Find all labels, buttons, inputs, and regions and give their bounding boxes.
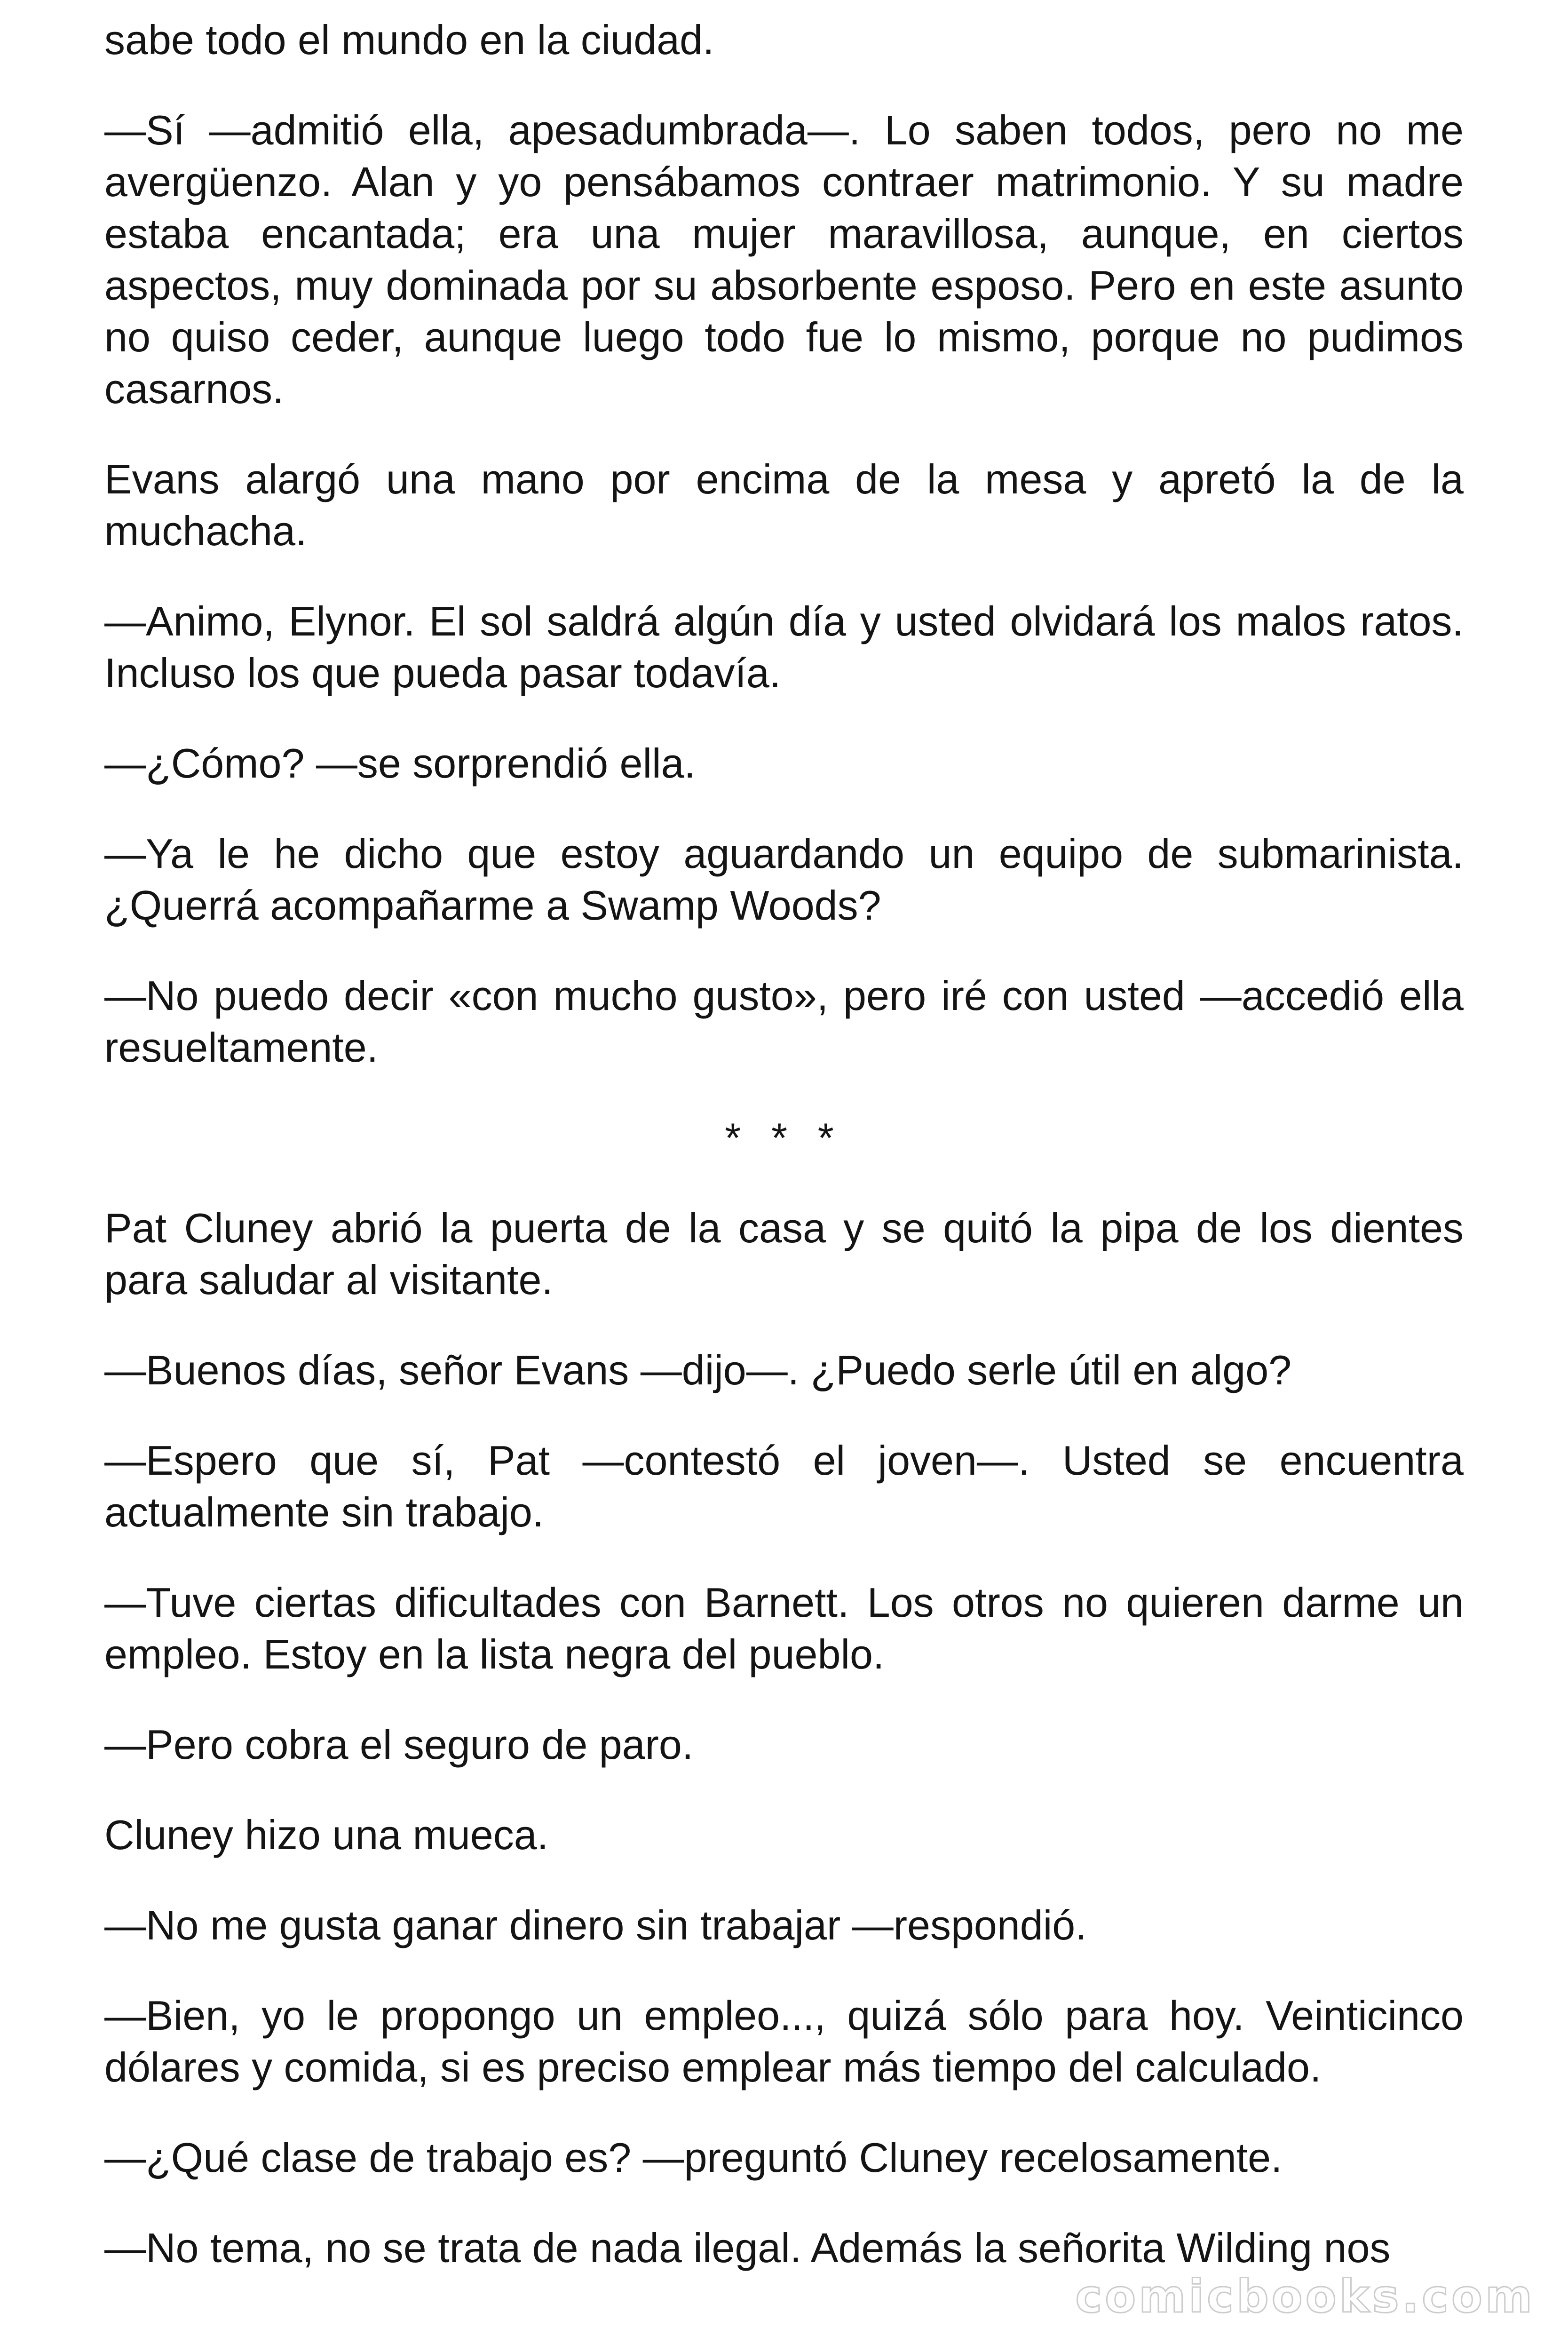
paragraph: Cluney hizo una mueca. [104,1812,549,1858]
paragraph: —Buenos días, señor Evans —dijo—. ¿Puedo serle útil en algo? [104,1347,1292,1393]
section-separator: * * * [725,1114,843,1161]
paragraph: —Sí —admitió ella, apesadumbrada—. Lo saben todos, pero no me avergüenzo. Alan y yo pensábamos contraer matrimonio. Y su madre estaba encantada; era una mujer maravillosa, aunque, en ciertos aspectos, muy dominada por su absorbente esposo. Pero en este asunto no quiso ceder, aunque luego todo fue lo mismo, porque no pudimos casarnos. [104,107,1464,412]
paragraph: —Bien, yo le propongo un empleo..., quizá sólo para hoy. Veinticinco dólares y comida, si es preciso emplear más tiempo del calculado. [104,1992,1464,2090]
paragraph: Evans alargó una mano por encima de la mesa y apretó la de la muchacha. [104,456,1464,554]
paragraph: —No tema, no se trata de nada ilegal. Además la señorita Wilding nos [104,2225,1391,2271]
paragraph: —Pero cobra el seguro de paro. [104,1721,694,1768]
text-column [104,14,1464,2312]
paragraph: —¿Cómo? —se sorprendió ella. [104,740,696,787]
paragraph: —No me gusta ganar dinero sin trabajar —respondió. [104,1902,1087,1948]
paragraph: —¿Qué clase de trabajo es? —preguntó Cluney recelosamente. [104,2134,1283,2181]
paragraph: —Animo, Elynor. El sol saldrá algún día y usted olvidará los malos ratos. Incluso los que pueda pasar todavía. [104,598,1464,696]
paragraph: —Tuve ciertas dificultades con Barnett. Los otros no quieren darme un empleo. Estoy en la lista negra del pueblo. [104,1579,1464,1677]
paragraph: —Ya le he dicho que estoy aguardando un equipo de submarinista. ¿Querrá acompañarme a Swamp Woods? [104,830,1464,929]
paragraph: sabe todo el mundo en la ciudad. [104,16,714,63]
paragraph: Pat Cluney abrió la puerta de la casa y se quitó la pipa de los dientes para saludar al visitante. [104,1205,1464,1303]
paragraph: —No puedo decir «con mucho gusto», pero iré con usted —accedió ella resueltamente. [104,972,1464,1071]
paragraph: —Espero que sí, Pat —contestó el joven—. Usted se encuentra actualmente sin trabajo. [104,1437,1464,1535]
watermark-logo: comicbooks.com [1075,2270,1535,2323]
